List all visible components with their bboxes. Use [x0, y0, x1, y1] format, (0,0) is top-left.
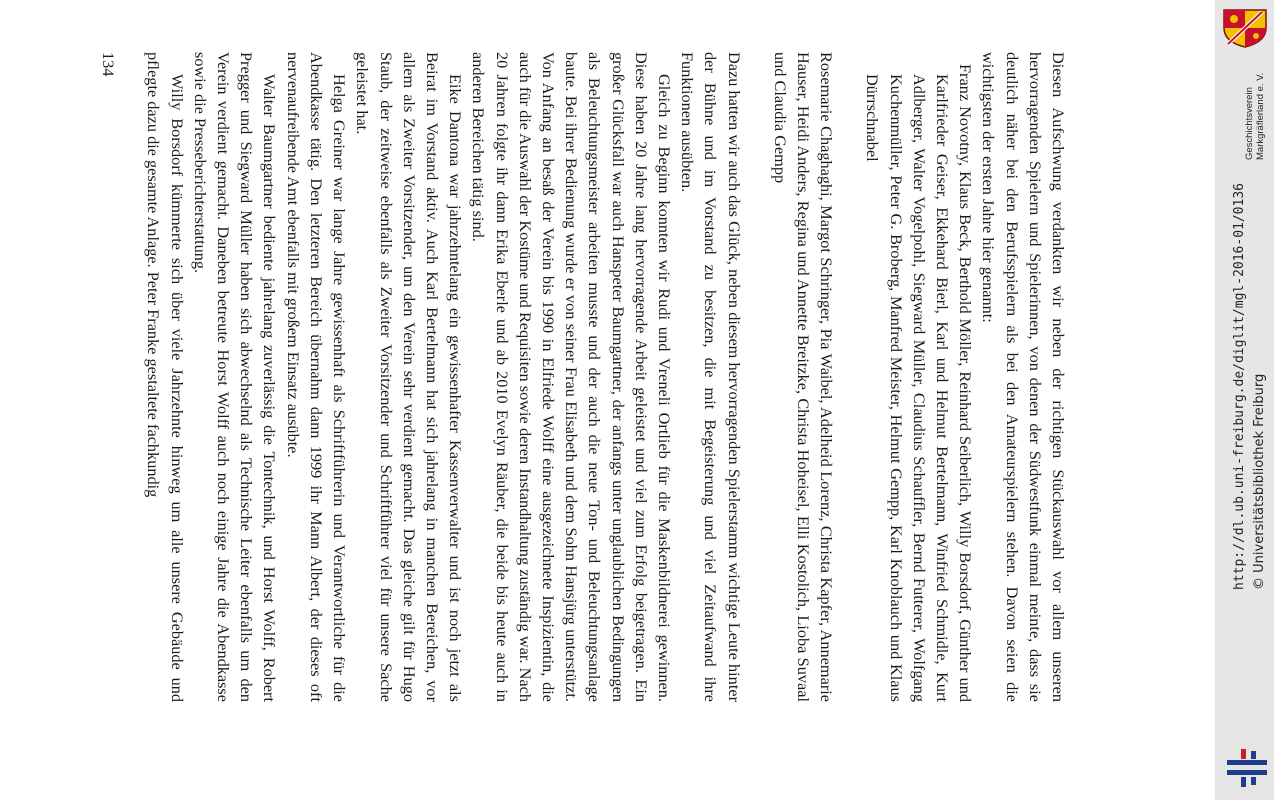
society-line-1: Geschichtsverein — [1244, 87, 1255, 160]
library-copyright: © Universitätsbibliothek Freiburg — [1252, 373, 1267, 590]
paragraph: Eike Dantona war jahrzehntelang ein gewissenhafter Kassenverwalter und ist noch jetzt als Beirat im Vorstand aktiv. Auch Karl Bertelmann hat sich jahrelang in manchen Bereichen, vor allem als Zweiter Vorsitzender, um den Verein sehr verdient gemacht. Das gleiche gilt für Hugo Staub, der zeitweise ebenfalls als Zweiter Vorsitzender und Schriftführer viel für unsere Sache geleistet hat. — [353, 52, 466, 702]
paragraph-names-women: Rosemarie Chaghaghi, Margot Schringer, Pia Waibel, Adelheid Lorenz, Christa Kapfer, Annemarie Hauser, Heidi Anders, Regina und Annette Breitzke, Christa Hoheisel, Elli Kostolich, Lioba Suvaal und Claudia Gempp — [770, 52, 837, 702]
paragraph: Gleich zu Beginn konnten wir Rudi und Vreneli Ortlieb für die Maskenbildnerei gewinnen. Diese haben 20 Jahre lang hervorragende Arbeit geleistet und viel zum Erfolg beigetragen. Ein großer Glücksfall war auch Hanspeter Baumgartner, der anfangs unter unglaublichen Bedingungen als Beleuchtungsmeister arbeiten musste und der auch die neue Ton- und Beleuchtungsanlage baute. Bei ihrer Bedienung wurde er von seiner Frau Elisabeth und dem Sohn Hansjürg unterstützt. Von Anfang an besaß der Verein bis 1990 in Elfriede Wolff eine ausgezeichnete Inspizientin, die auch für die Auswahl der Kostüme und Requisiten sowie deren Instandhaltung zuständig war. Nach 20 Jahren folgte ihr dann Erika Eberle und ab 2010 Evelyn Räuber, die beide bis heute auch in anderen Bereichen tätig sind. — [469, 52, 674, 702]
society-line-2: Markgräflerland e. V. — [1255, 72, 1266, 160]
crest-icon — [1222, 8, 1268, 48]
rotated-text-block — [99, 52, 1070, 702]
ub-freiburg-logo-icon[interactable] — [1225, 745, 1269, 791]
paragraph: Diesen Aufschwung verdankten wir neben der richtigen Stückauswahl vor allem unseren hervorragenden Spielern und Spielerinnen, von denen der Südwestfunk einmal meinte, dass sie deutlich näher bei den Berufsspielern als bei den Amateurspielern stehen. Davon seien die wichtigsten der ersten Jahre hier genannt: — [979, 52, 1068, 702]
paragraph: Willy Borsdorf kümmerte sich über viele Jahrzehnte hinweg um alle unsere Gebäude und pflegte dazu die gesamte Anlage. Peter Franke gestaltete fachkundig — [144, 52, 187, 702]
spacer — [838, 52, 861, 702]
spacer — [746, 52, 769, 702]
paragraph: Dazu hatten wir auch das Glück, neben diesem hervorragenden Spielerstamm wichtige Leute hinter der Bühne und im Vorstand zu besitzen, die mit Begeisterung und viel Zeitaufwand ihre Funktionen ausübten. — [678, 52, 744, 702]
page-number: 134 — [99, 52, 119, 77]
permalink-url[interactable]: http://dl.ub.uni-freiburg.de/diglit/mgl-2016-01/0136 — [1232, 183, 1247, 590]
paragraph: Helga Greiner war lange Jahre gewissenhaft als Schriftführerin und Verantwortliche für die Abendkasse tätig. Den letzteren Bereich übernahm dann 1999 ihr Mann Albert, der dieses oft nervenaufreibende Amt ebenfalls mit großem Einsatz ausübte. — [283, 52, 350, 702]
paragraph: Walter Baumgartner bediente jahrelang zuverlässig die Tontechnik, und Horst Wolff, Robert Pregger und Siegward Müller haben sich abwechselnd als Technische Leiter ebenfalls um den Verein verdient gemacht. Daneben betreute Horst Wolff auch noch einige Jahre die Abendkasse sowie die Presseberichterstattung. — [190, 52, 280, 702]
paragraph-names-men: Franz Novotny, Klaus Beck, Berthold Möller, Reinhard Seiberlich, Willy Borsdorf, Günther und Karlfrieder Geiser, Ekkehard Bierl, Karl und Helmut Bertelmann, Winfried Schmidle, Kurt Adlberger, Walter Vogelpohl, Siegward Müller, Claudius Schauffler, Bernd Futterer, Wolfgang Kuchenmüller, Peter G. Broberg, Manfred Meister, Helmut Gempp, Karl Knoblauch und Klaus Dürrschnabel — [863, 64, 976, 702]
society-label — [1244, 60, 1266, 160]
